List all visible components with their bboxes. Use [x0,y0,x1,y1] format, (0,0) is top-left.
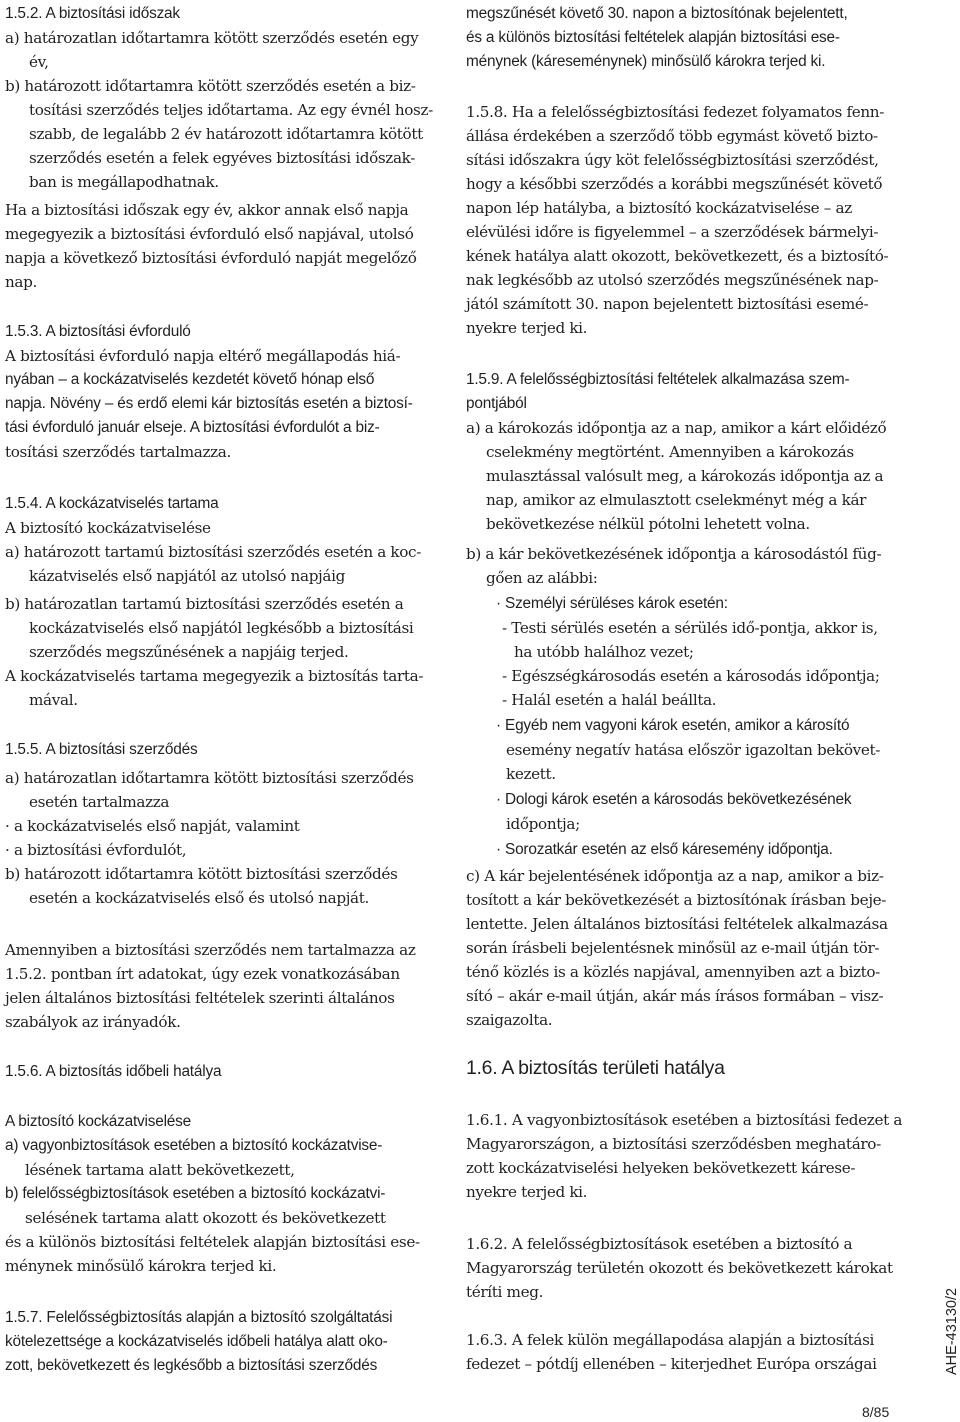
text-line: mulasztással valósult meg, a károkozás időpontja az a [486,467,884,485]
text-line: során írásbeli bejelentésnek minősül az e-mail útján tör- [466,939,880,957]
text-line: sítási időszakra úgy köt felelősségbiztosítási szerződést, [466,151,879,169]
text-line: állása érdekében a szerződő több egymást követő bizto- [466,127,878,145]
text-line: ha utóbb halálhoz vezet; [514,643,694,661]
text-line: 1.6.1. A vagyonbiztosítások esetében a biztosítási fedezet a [466,1111,903,1129]
text-line: esemény negatív hatása először igazoltan bekövet- [506,741,881,759]
text-line: tosítási szerződés tartalmazza. [5,443,231,461]
text-line: A kockázatviselés tartama megegyezik a biztosítás tarta- [5,667,424,685]
text-line: kázatviselés első napjától az utolsó napjáig [29,567,346,585]
text-line: kének hatálya alatt okozott, bekövetkezett, és a biztosító- [466,247,889,265]
text-line: Magyarországon, a biztosítási szerződésben meghatáro- [466,1135,881,1153]
text-line: jelen általános biztosítási feltételek szerinti általános [5,989,395,1007]
text-line: és a különös biztosítási feltételek alapján biztosítási ese- [5,1233,420,1251]
text-line: napon lép hatályba, a biztosító kockázatviselése – az [466,199,852,217]
text-line: a) határozatlan időtartamra kötött szerződés esetén egy [5,29,419,47]
text-line: nap. [5,273,37,291]
text-line: nak legkésőbb az utolsó szerződés megszűnésének nap- [466,271,879,289]
text-line: napja a következő biztosítási évforduló napját megelőző [5,249,417,267]
text-line: szabályok az irányadók. [5,1013,181,1031]
text-line: nyekre terjed ki. [466,1183,588,1201]
text-line: bekövetkezése nélkül pótolni lehetett volna. [486,515,810,533]
text-line: 1.5.4. A kockázatviselés tartama [5,495,219,512]
text-line: esetén tartalmazza [29,793,170,811]
text-line: szerződés esetén a felek egyéves biztosítási időszak- [29,149,416,167]
text-line: lésének tartama alatt bekövetkezett, [25,1161,295,1179]
text-line: 1.5.7. Felelősségbiztosítás alapján a biztosító szolgáltatási [5,1309,393,1326]
text-line: ténő közlés is a közlés napjával, amennyiben azt a bizto- [466,963,880,981]
text-line: A biztosítási évforduló napja eltérő megállapodás hiá- [5,347,401,365]
text-line: napja. Növény – és erdő elemi kár biztosítás esetén a biztosí- [5,395,413,412]
text-line: 1.5.2. A biztosítási időszak [5,5,180,22]
text-line: a) határozott tartamú biztosítási szerződés esetén a koc- [5,543,421,561]
text-line: kezett. [506,765,556,783]
text-line: 1.5.2. pontban írt adatokat, úgy ezek vonatkozásában [5,965,400,983]
text-line: kötelezettsége a kockázatviselés időbeli hatálya alatt oko- [5,1333,388,1350]
text-line: esetén a kockázatviselés első és utolsó napját. [29,889,369,907]
text-line: - Egészségkárosodás esetén a károsodás időpontja; [502,667,880,685]
text-line: 1.5.8. Ha a felelősségbiztosítási fedezet folyamatos fenn- [466,103,885,121]
text-line: Amennyiben a biztosítási szerződés nem tartalmazza az [5,941,416,959]
text-line: ban is megállapodhatnak. [29,173,219,191]
text-line: cselekmény megtörtént. Amennyiben a károkozás [486,443,854,461]
text-line: szerződés megszűnésének a napjáig terjed. [29,643,349,661]
text-line: 1.5.9. A felelősségbiztosítási feltételek alkalmazása szem- [466,371,850,388]
text-line: b) határozott időtartamra kötött biztosítási szerződés [5,865,398,883]
text-line: b) határozott időtartamra kötött szerződés esetén a biz- [5,77,416,95]
text-line: tosított a kár bekövetkezését a biztosítónak írásban beje- [466,891,887,909]
text-line: a) a károkozás időpontja az a nap, amikor a kárt előidéző [466,419,887,437]
text-line: hogy a későbbi szerződés a korábbi megszűnését követő [466,175,883,193]
text-line: nyában – a kockázatviselés kezdetét követő hónap első [5,371,375,388]
text-line: mával. [29,691,78,709]
text-line: 1.6.3. A felek külön megállapodása alapján a biztosítási [466,1331,875,1349]
text-line: lentette. Jelen általános biztosítási feltételek alkalmazása [466,915,888,933]
text-line: év, [29,53,49,71]
text-line: Ha a biztosítási időszak egy év, akkor annak első napja [5,201,409,219]
text-line: sító – akár e-mail útján, akár más írásos formában – visz- [466,987,884,1005]
text-line: · a kockázatviselés első napját, valamint [5,817,300,835]
text-line: megszűnését követő 30. napon a biztosítónak bejelentett, [466,5,848,22]
text-line: jától számított 30. napon bejelentett biztosítási esemé- [466,295,869,313]
text-line: b) felelősségbiztosítások esetében a biztosító kockázatvi- [5,1185,386,1202]
text-line: időpontja; [506,815,580,833]
text-line: A biztosító kockázatviselése [5,519,211,537]
text-line: · Egyéb nem vagyoni károk esetén, amikor a károsító [496,717,850,734]
text-line: nap, amikor az elmulasztott cselekményt még a kár [486,491,867,509]
text-line: szaigazolta. [466,1011,553,1029]
text-line: és a különös biztosítási feltételek alapján biztosítási ese- [466,29,840,46]
text-line: 1.5.3. A biztosítási évforduló [5,323,191,340]
text-line: ménynek minősülő károkra terjed ki. [5,1257,277,1275]
text-line: gően az alábbi: [486,569,598,587]
text-line: Magyarország területén okozott és bekövetkezett károkat [466,1259,893,1277]
text-line: · a biztosítási évfordulót, [5,841,187,859]
text-line: 1.5.5. A biztosítási szerződés [5,741,198,758]
text-line: zott, bekövetkezett és legkésőbb a biztosítási szerződés [5,1357,378,1374]
text-line: A biztosító kockázatviselése [5,1113,192,1130]
text-line: · Dologi károk esetén a károsodás bekövetkezésének [496,791,852,808]
text-line: szabb, de legalább 2 év határozott időtartamra kötött [29,125,423,143]
text-line: b) határozatlan tartamú biztosítási szerződés esetén a [5,595,404,613]
text-line: pontjából [466,395,527,412]
text-line: a) vagyonbiztosítások esetében a biztosító kockázatvise- [5,1137,383,1154]
text-line: zott kockázatviselési helyeken bekövetkezett kárese- [466,1159,856,1177]
document-code: AHE-43130/2 [944,1287,960,1375]
text-line: b) a kár bekövetkezésének időpontja a károsodástól füg- [466,545,882,563]
text-line: fedezet – pótdíj ellenében – kiterjedhet Európa országai [466,1355,877,1373]
text-line: 1.6.2. A felelősségbiztosítások esetében a biztosító a [466,1235,853,1253]
text-line: tási évforduló január elseje. A biztosítási évfordulót a biz- [5,419,380,436]
text-line: 1.5.6. A biztosítás időbeli hatálya [5,1063,222,1080]
text-line: elévülési időre is figyelemmel – a szerződések bármelyi- [466,223,879,241]
text-line: kockázatviselés első napjától legkésőbb a biztosítási [29,619,414,637]
text-line: téríti meg. [466,1283,544,1301]
text-line: a) határozatlan időtartamra kötött biztosítási szerződés [5,769,414,787]
text-line: - Testi sérülés esetén a sérülés idő-pontja, akkor is, [502,619,878,637]
text-line: - Halál esetén a halál beállta. [502,691,717,709]
text-line: selésének tartama alatt okozott és bekövetkezett [25,1209,386,1227]
text-line: megegyezik a biztosítási évforduló első napjával, utolsó [5,225,414,243]
text-line: · Személyi sérüléses károk esetén: [496,595,728,612]
text-line: ménynek (káreseménynek) minősülő károkra terjed ki. [466,53,826,70]
text-line: c) A kár bejelentésének időpontja az a nap, amikor a biz- [466,867,884,885]
text-line: · Sorozatkár esetén az első káresemény időpontja. [496,841,833,858]
text-line: nyekre terjed ki. [466,319,588,337]
page-number: 8/85 [862,1404,890,1420]
text-line: 1.6. A biztosítás területi hatálya [466,1057,725,1079]
text-line: tosítási szerződés teljes időtartama. Az egy évnél hosz- [29,101,433,119]
